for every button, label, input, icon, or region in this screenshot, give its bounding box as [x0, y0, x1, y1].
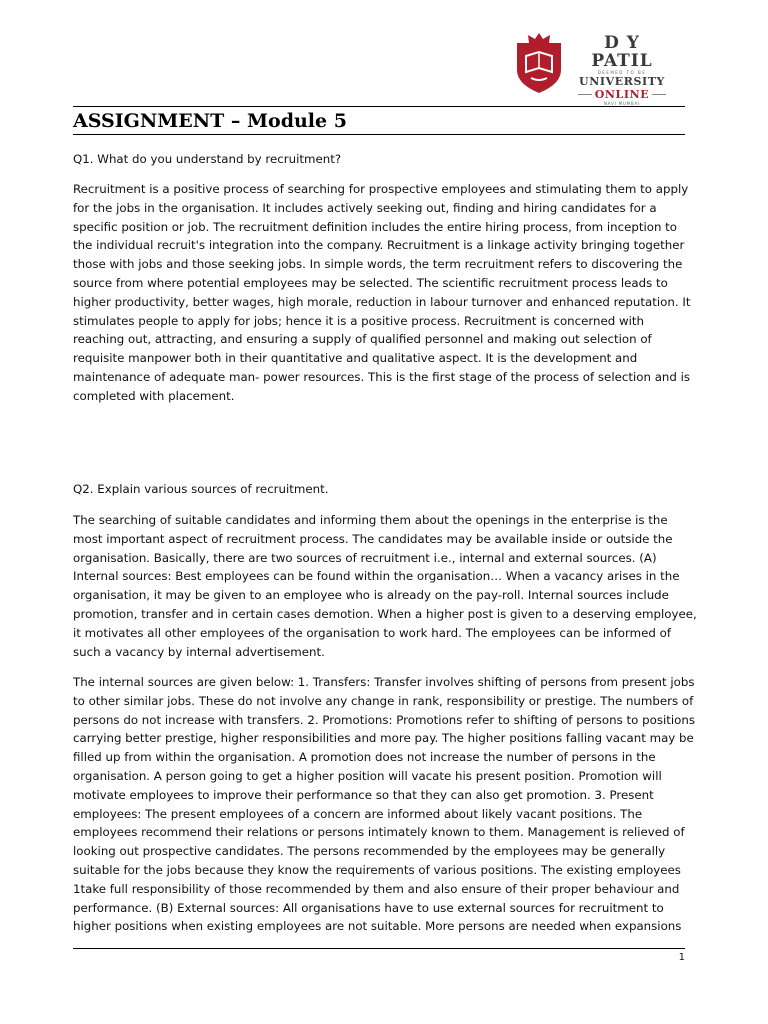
logo-line-university: UNIVERSITY — [579, 75, 665, 88]
logo-rule-right — [652, 94, 666, 95]
logo-line-deemed: DEEMED TO BE — [597, 70, 647, 75]
logo-line-dy-patil: D Y PATIL — [591, 33, 653, 71]
shield-crest-icon — [516, 32, 562, 94]
question-1: Q1. What do you understand by recruitment? — [73, 152, 342, 166]
logo-line-navi-mumbai: NAVI MUMBAI — [604, 101, 640, 106]
university-logo — [516, 30, 676, 106]
logo-line-online: ONLINE — [594, 88, 650, 101]
answer-2-paragraph-1: The searching of suitable candidates and informing them about the openings in the enterprise is the most important aspect of recruitment process. The candidates may be available inside or outside the organisation. Basically, there are two sources of recruitment i.e., internal and external sources. (A) Internal sources: Best employees can be found within the organisation… When a vacancy arises in the organisation, it may be given to an employee who is already on the pay-roll. Internal sources include promotion, transfer and in certain cases demotion. When a higher post is given to a deserving employee, it motivates all other employees of the organisation to work hard. The employees can be informed of such a vacancy by internal advertisement. — [73, 513, 697, 659]
logo-rule-left — [578, 94, 592, 95]
title-top-rule — [73, 106, 685, 107]
answer-1-paragraph: Recruitment is a positive process of searching for prospective employees and stimulating them to apply for the jobs in the organisation. It includes actively seeking out, finding and hiring candidates for a specific position or job. The recruitment definition includes the entire hiring process, from inception to the individual recruit's integration into the company. Recruitment is a linkage activity bringing together those with jobs and those seeking jobs. In simple words, the term recruitment refers to discovering the source from where potential employees may be selected. The scientific recruitment process leads to higher productivity, better wages, high morale, reduction in labour turnover and enhanced reputation. It stimulates people to apply for jobs; hence it is a positive process. Recruitment is concerned with reaching out, attracting, and ensuring a supply of qualified personnel and making out selection of requisite manpower both in their quantitative and qualitative aspect. It is the development and maintenance of adequate man- power resources. This is the first stage of the process of selection and is completed with placement. — [73, 182, 691, 403]
logo-wordmark — [572, 34, 672, 107]
question-2: Q2. Explain various sources of recruitment. — [73, 482, 329, 496]
page-title: ASSIGNMENT – Module 5 — [73, 110, 347, 132]
title-bottom-rule — [73, 134, 685, 135]
logo-online-row — [572, 88, 672, 101]
answer-2-paragraph-2: The internal sources are given below: 1. Transfers: Transfer involves shifting of persons from present jobs to other similar jobs. These do not involve any change in rank, responsibility or prestige. The numbers of persons do not increase with transfers. 2. Promotions: Promotions refer to shifting of persons to positions carrying better prestige, higher responsibilities and more pay. The higher positions falling vacant may be filled up from within the organisation. A promotion does not increase the number of persons in the organisation. A person going to get a higher position will vacate his present position. Promotion will motivate employees to improve their performance so that they can also get promotion. 3. Present employees: The present employees of a concern are informed about likely vacant positions. The employees recommend their relations or persons intimately known to them. Management is relieved of looking out prospective candidates. The persons recommended by the employees may be generally suitable for the jobs because they know the requirements of various positions. The existing employees 1take full responsibility of those recommended by them and also ensure of their proper behaviour and performance. (B) External sources: All organisations have to use external sources for recruitment to higher positions when existing employees are not suitable. More persons are needed when expansions — [73, 675, 695, 934]
page-number: 1 — [678, 952, 685, 963]
footer-rule — [73, 948, 685, 949]
